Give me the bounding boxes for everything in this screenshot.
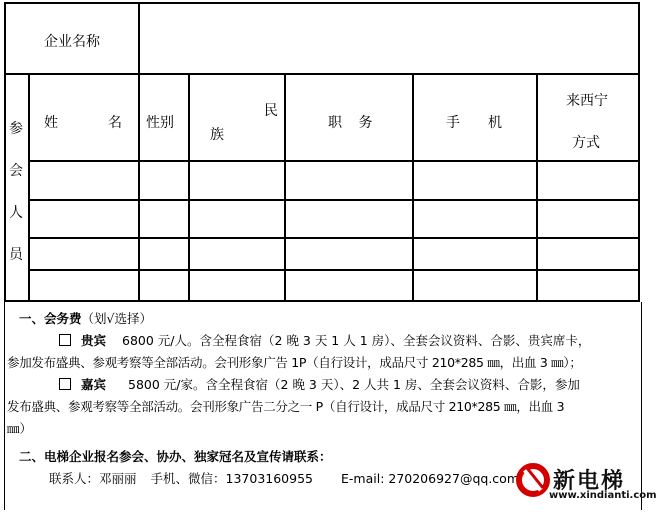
contact-person: 联系人：邓丽丽 — [49, 471, 137, 486]
guest-desc-line3: ㎜） — [7, 421, 33, 436]
fees-title-note: （划√选择） — [81, 311, 152, 326]
guest-desc-line1: 5800 元/家。含全程食宿（2 晚 3 天）、2 人共 1 房、全套会议资料、合影，参加 — [128, 377, 580, 392]
contact-title: 二、电梯企业报名参会、协办、独家冠名及宣传请联系： — [19, 449, 332, 464]
attendees-label-char: 会 — [9, 163, 23, 179]
attendee-row[interactable] — [30, 162, 638, 199]
guest-checkbox[interactable] — [59, 378, 71, 390]
attendee-row[interactable] — [30, 271, 638, 300]
attendees-label-char: 参 — [9, 121, 23, 137]
col-divider — [138, 2, 140, 74]
logo-mark-icon — [515, 462, 551, 498]
header-phone: 手 — [446, 115, 460, 131]
header-position: 职 务 — [328, 115, 379, 131]
guest-desc-line2: 发布盛典、参观考察等全部活动。会刊形象广告二分之一 P（自行设计，成品尺寸 210*285 ㎜，出血 3 — [7, 399, 565, 414]
vip-label: 贵宾 — [81, 333, 107, 348]
header-arrival: 方式 — [572, 135, 600, 151]
vip-checkbox[interactable] — [59, 334, 71, 346]
row-divider — [4, 73, 640, 75]
header-phone: 机 — [488, 115, 502, 131]
header-arrival: 来西宁 — [566, 93, 608, 109]
header-gender: 性别 — [146, 115, 174, 131]
attendees-label-char: 人 — [9, 205, 23, 221]
header-name: 名 — [108, 115, 122, 131]
attendees-label-char: 员 — [9, 247, 23, 263]
contact-email: E-mail: 270206927@qq.com — [341, 471, 519, 486]
fees-title: 一、会务费 — [19, 311, 82, 326]
header-ethnicity: 民 — [264, 103, 278, 119]
attendee-row[interactable] — [30, 201, 638, 237]
guest-label: 嘉宾 — [81, 377, 107, 392]
header-ethnicity: 族 — [210, 127, 224, 143]
attendee-row[interactable] — [30, 239, 638, 269]
header-name: 姓 — [44, 115, 58, 131]
vip-desc-line1: 6800 元/人。含全程食宿（2 晚 3 天 1 人 1 房）、全套会议资料、合影、贵宾席卡， — [122, 333, 591, 348]
contact-phone: 手机、微信：13703160955 — [150, 471, 313, 486]
xindianti-logo — [515, 462, 657, 502]
company-name-label: 企业名称 — [44, 34, 100, 50]
vip-desc-line2: 参加发布盛典、参观考察等全部活动。会刊形象广告 1P（自行设计，成品尺寸 210*285 ㎜，出血 3 ㎜）； — [7, 355, 582, 370]
logo-text: 新电梯 — [553, 469, 626, 494]
company-name-field[interactable] — [142, 6, 636, 72]
logo-url: www.xindianti.com — [549, 490, 657, 501]
